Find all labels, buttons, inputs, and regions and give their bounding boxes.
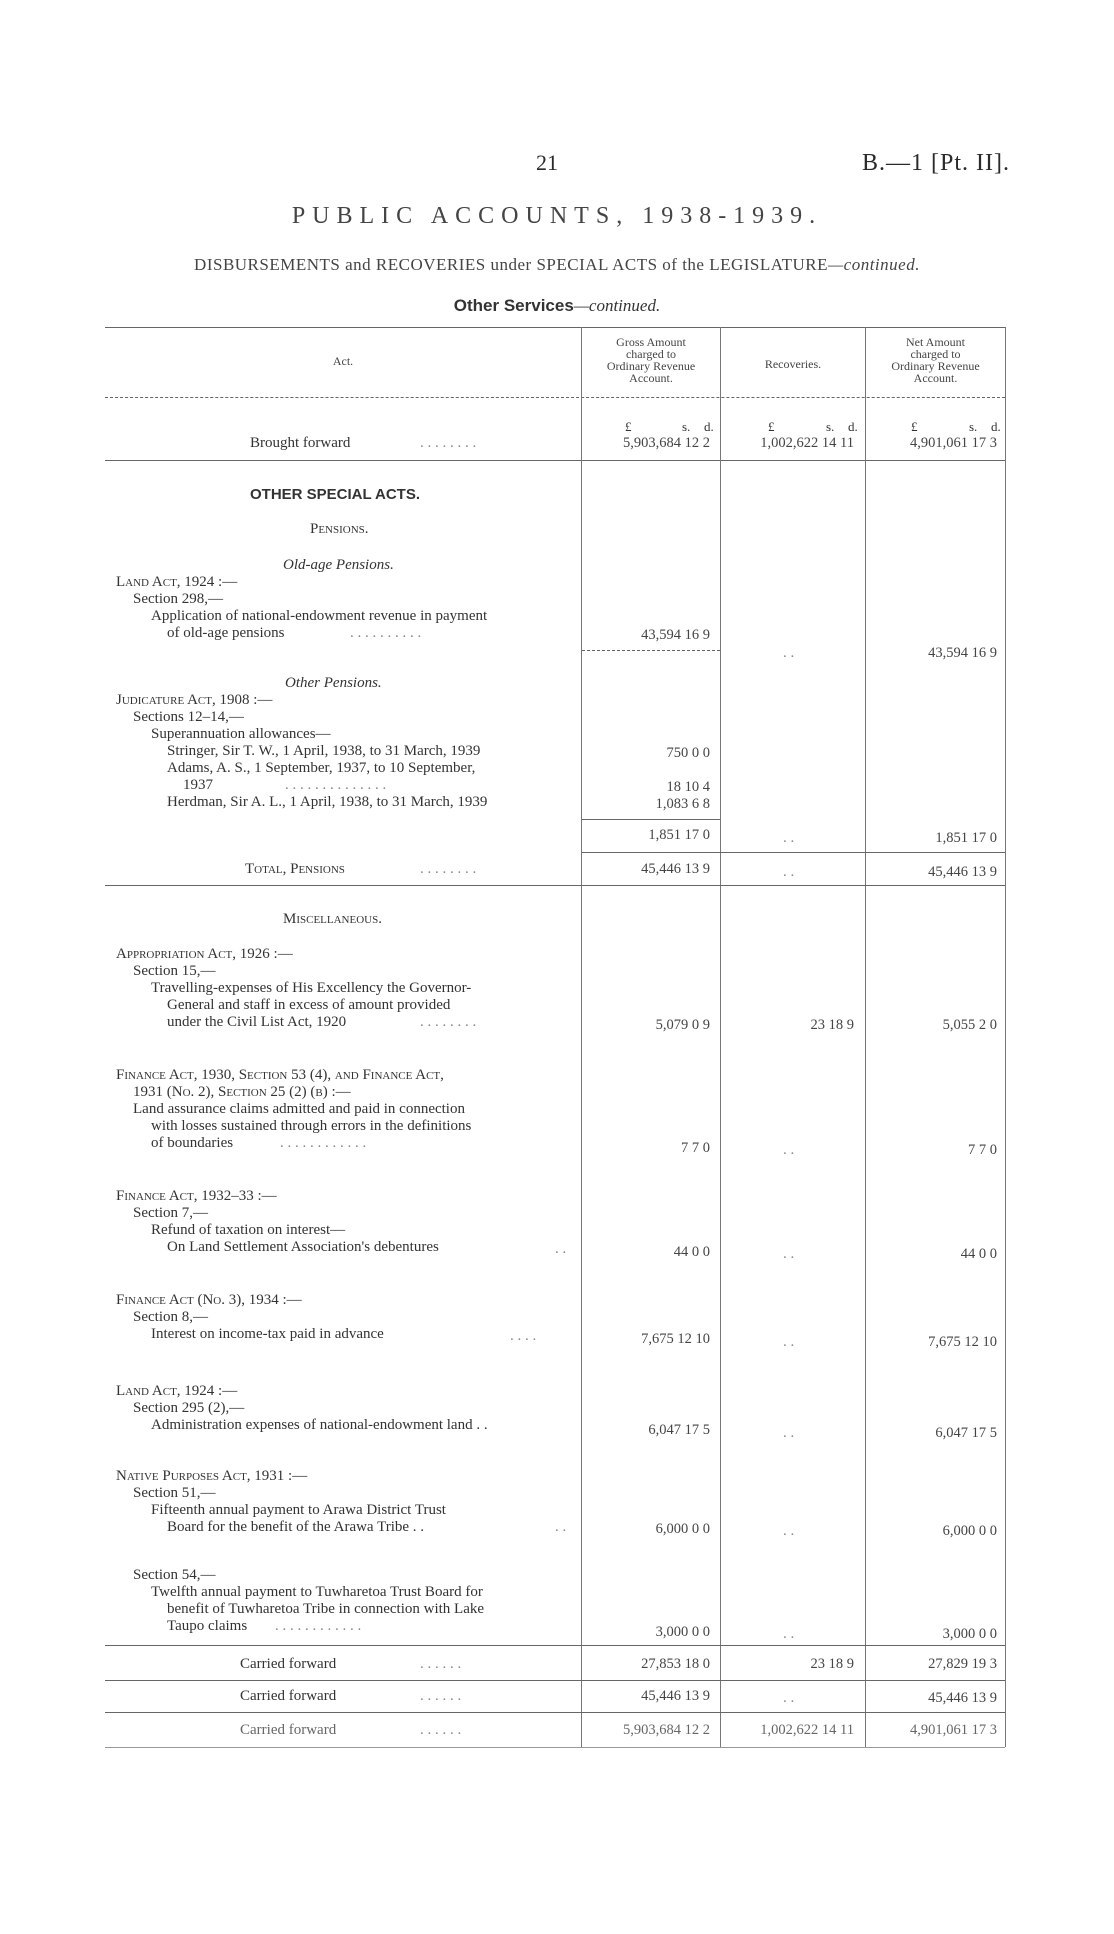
carried-forward-gross: 45,446 13 9 xyxy=(641,1688,710,1704)
leader-dots: . . . . . . . . . . . . xyxy=(275,1618,362,1634)
gross-head-line: charged to xyxy=(625,347,677,361)
desc-line: On Land Settlement Association's debentures xyxy=(167,1239,439,1255)
act-appropriation-1926: Appropriation Act, 1926 :— xyxy=(116,946,293,962)
native54-gross: 3,000 0 0 xyxy=(655,1624,710,1640)
leader-dots: . . . . . . xyxy=(420,1722,462,1738)
act-finance-1930: Finance Act, 1930, Section 53 (4), and Finance Act, xyxy=(116,1067,444,1083)
carried-forward-gross: 5,903,684 12 2 xyxy=(623,1722,710,1738)
appropriation-gross: 5,079 0 9 xyxy=(655,1017,710,1033)
finance1934-gross: 7,675 12 10 xyxy=(641,1331,710,1347)
unit-pound: £ xyxy=(911,419,918,434)
appropriation-net: 5,055 2 0 xyxy=(942,1017,997,1033)
unit-pound: £ xyxy=(625,419,632,434)
total-pensions-net: 45,446 13 9 xyxy=(928,864,997,880)
other-pensions-subtotal-net: 1,851 17 0 xyxy=(935,830,997,846)
gross-head-line: Ordinary Revenue xyxy=(606,359,696,373)
brought-forward-net: 4,901,061 17 3 xyxy=(910,435,997,451)
page-title: PUBLIC ACCOUNTS, 1938-1939. xyxy=(291,203,823,229)
pension-item-adams-year: 1937 xyxy=(183,777,213,793)
finance1930-gross: 7 7 0 xyxy=(681,1140,710,1156)
other-pensions-subtotal-gross: 1,851 17 0 xyxy=(648,827,710,843)
finance1930-recoveries: . . xyxy=(783,1142,795,1158)
section-8: Section 8,— xyxy=(133,1309,208,1325)
old-age-net: 43,594 16 9 xyxy=(928,645,997,661)
desc-line: Land assurance claims admitted and paid in connection xyxy=(133,1101,465,1117)
act-land-1924: Land Act, 1924 :— xyxy=(116,574,238,590)
desc-line: Application of national-endowment revenue in payment xyxy=(151,608,488,624)
carried-forward-net: 4,901,061 17 3 xyxy=(910,1722,997,1738)
desc-line: Twelfth annual payment to Tuwharetoa Trust Board for xyxy=(151,1584,483,1600)
carried-forward-label: Carried forward xyxy=(240,1688,337,1704)
total-pensions-recoveries: . . xyxy=(783,864,795,880)
native51-gross: 6,000 0 0 xyxy=(655,1521,710,1537)
land1924-net: 6,047 17 5 xyxy=(935,1425,997,1441)
unit-pence: d. xyxy=(704,419,714,434)
carried-forward-label: Carried forward xyxy=(240,1656,337,1672)
section-rule xyxy=(105,885,1005,886)
desc-line: Travelling-expenses of His Excellency the Governor- xyxy=(151,980,472,996)
act-judicature-1908: Judicature Act, 1908 :— xyxy=(116,692,273,708)
unit-shillings: s. xyxy=(969,419,978,434)
desc-line: of old-age pensions xyxy=(167,625,285,641)
net-head-line: Ordinary Revenue xyxy=(891,359,980,373)
act-native-purposes-1931: Native Purposes Act, 1931 :— xyxy=(116,1468,308,1484)
act-land-1924-misc: Land Act, 1924 :— xyxy=(116,1383,238,1399)
desc-line: General and staff in excess of amount provided xyxy=(167,997,451,1013)
leader-dots: . . . . xyxy=(510,1328,537,1344)
desc-line: with losses sustained through errors in the definitions xyxy=(151,1118,472,1134)
act-finance-1931: 1931 (No. 2), Section 25 (2) (b) :— xyxy=(133,1084,351,1100)
desc-line: Board for the benefit of the Arawa Tribe . . xyxy=(167,1519,425,1535)
total-pensions-label: Total, Pensions xyxy=(245,861,345,877)
unit-shillings: s. xyxy=(682,419,691,434)
col-head-recoveries: Recoveries. xyxy=(764,357,822,371)
act-finance-1934: Finance Act (No. 3), 1934 :— xyxy=(116,1292,302,1308)
subtotal-rule xyxy=(582,650,720,651)
section-continued: —continued. xyxy=(573,296,661,315)
col-head-act: Act. xyxy=(332,354,354,368)
act-finance-1932: Finance Act, 1932–33 :— xyxy=(116,1188,277,1204)
finance1932-net: 44 0 0 xyxy=(960,1246,997,1262)
carried-forward-recoveries: 23 18 9 xyxy=(810,1656,854,1672)
section-main: Other Services xyxy=(453,296,574,315)
column-divider-3 xyxy=(865,327,866,1747)
unit-pence: d. xyxy=(848,419,858,434)
leader-dots: . . . . . . . . xyxy=(420,861,477,877)
native54-recoveries: . . xyxy=(783,1626,795,1642)
heading-miscellaneous: Miscellaneous. xyxy=(283,911,382,927)
carried-forward-net: 45,446 13 9 xyxy=(928,1690,997,1706)
document-reference: B.—1 [Pt. II]. xyxy=(862,150,1010,176)
finance1934-net: 7,675 12 10 xyxy=(928,1334,997,1350)
table-top-rule xyxy=(105,327,1005,328)
desc-line: under the Civil List Act, 1920 xyxy=(167,1014,347,1030)
pension-item-adams: Adams, A. S., 1 September, 1937, to 10 September, xyxy=(167,760,476,776)
header-rule xyxy=(105,397,1005,398)
old-age-gross: 43,594 16 9 xyxy=(641,627,710,643)
subheading-other-pensions: Other Pensions. xyxy=(285,675,382,691)
desc-line: Fifteenth annual payment to Arawa District Trust xyxy=(151,1502,446,1518)
pension-item-stringer: Stringer, Sir T. W., 1 April, 1938, to 31 March, 1939 xyxy=(167,743,481,759)
subtotal-rule xyxy=(582,819,720,820)
desc-line: Superannuation allowances— xyxy=(151,726,331,742)
carried-forward-gross: 27,853 18 0 xyxy=(641,1656,710,1672)
carried-forward-net: 27,829 19 3 xyxy=(928,1656,997,1672)
carried-rule xyxy=(105,1712,1005,1713)
leader-dots: . . xyxy=(555,1241,567,1257)
net-head-line: charged to xyxy=(910,347,961,361)
land1924-recoveries: . . xyxy=(783,1425,795,1441)
desc-line: Interest on income-tax paid in advance xyxy=(151,1326,384,1342)
brought-forward-label: Brought forward xyxy=(250,435,351,451)
brought-forward-gross: 5,903,684 12 2 xyxy=(623,435,710,451)
desc-line: Taupo claims xyxy=(167,1618,248,1634)
total-pensions-gross: 45,446 13 9 xyxy=(641,861,710,877)
leader-dots: . . . . . . xyxy=(420,1688,462,1704)
subheading-old-age: Old-age Pensions. xyxy=(283,557,394,573)
adams-gross: 18 10 4 xyxy=(666,779,710,795)
unit-shillings: s. xyxy=(826,419,835,434)
brought-forward-recoveries: 1,002,622 14 11 xyxy=(760,435,854,451)
leader-dots: . . . . . . . . . . xyxy=(350,625,422,641)
desc-line: benefit of Tuwharetoa Tribe in connection with Lake xyxy=(167,1601,485,1617)
heading-other-special-acts: OTHER SPECIAL ACTS. xyxy=(250,486,421,503)
native54-net: 3,000 0 0 xyxy=(942,1626,997,1642)
herdman-gross: 1,083 6 8 xyxy=(655,796,710,812)
heading-pensions: Pensions. xyxy=(310,521,369,537)
subtotal-rule xyxy=(582,852,1005,853)
section-295: Section 295 (2),— xyxy=(133,1400,245,1416)
finance1932-recoveries: . . xyxy=(783,1246,795,1262)
leader-dots: . . . . . . . . . . . . xyxy=(280,1135,367,1151)
page-number: 21 xyxy=(536,150,558,175)
desc-line: Refund of taxation on interest— xyxy=(151,1222,346,1238)
carried-forward-recoveries: 1,002,622 14 11 xyxy=(760,1722,854,1738)
section-7: Section 7,— xyxy=(133,1205,208,1221)
leader-dots: . . . . . . xyxy=(420,1656,462,1672)
carried-rule xyxy=(105,1680,1005,1681)
old-age-recoveries: . . xyxy=(783,645,795,661)
column-divider-2 xyxy=(720,327,721,1747)
gross-head-line: Account. xyxy=(629,371,673,385)
carried-forward-label: Carried forward xyxy=(240,1722,337,1738)
carried-rule xyxy=(105,1645,1005,1646)
column-divider-4 xyxy=(1005,327,1006,1747)
section-51: Section 51,— xyxy=(133,1485,216,1501)
section-15: Section 15,— xyxy=(133,963,216,979)
land1924-gross: 6,047 17 5 xyxy=(648,1422,710,1438)
desc-line: Administration expenses of national-endowment land . . xyxy=(151,1417,488,1433)
page-subtitle xyxy=(0,255,1114,275)
brought-forward-rule xyxy=(105,460,1005,461)
section-298: Section 298,— xyxy=(133,591,223,607)
appropriation-recoveries: 23 18 9 xyxy=(810,1017,854,1033)
net-head-line: Net Amount xyxy=(906,335,965,349)
leader-dots: . . xyxy=(555,1519,567,1535)
stringer-gross: 750 0 0 xyxy=(666,745,710,761)
native51-recoveries: . . xyxy=(783,1523,795,1539)
section-title xyxy=(0,296,1114,316)
other-pensions-subtotal-recoveries: . . xyxy=(783,830,795,846)
pension-item-herdman: Herdman, Sir A. L., 1 April, 1938, to 31 March, 1939 xyxy=(167,794,488,810)
finance1930-net: 7 7 0 xyxy=(968,1142,997,1158)
unit-pound: £ xyxy=(768,419,775,434)
column-divider-1 xyxy=(581,327,582,1747)
sections-12-14: Sections 12–14,— xyxy=(133,709,244,725)
finance1932-gross: 44 0 0 xyxy=(673,1244,710,1260)
subtitle-continued: —continued. xyxy=(828,255,920,274)
subtitle-main: DISBURSEMENTS and RECOVERIES under SPECIAL ACTS of the LEGISLATURE xyxy=(194,255,829,274)
gross-head-line: Gross Amount xyxy=(616,335,686,349)
col-head-gross xyxy=(582,336,720,384)
native51-net: 6,000 0 0 xyxy=(942,1523,997,1539)
table-bottom-rule xyxy=(105,1747,1005,1748)
carried-forward-recoveries: . . xyxy=(783,1690,795,1706)
section-54: Section 54,— xyxy=(133,1567,216,1583)
unit-pence: d. xyxy=(991,419,1001,434)
col-head-net xyxy=(866,336,1005,384)
net-head-line: Account. xyxy=(913,371,958,385)
leader-dots: . . . . . . . . . . . . . . xyxy=(285,777,387,793)
finance1934-recoveries: . . xyxy=(783,1334,795,1350)
leader-dots: . . . . . . . . xyxy=(420,1014,477,1030)
leader-dots: . . . . . . . . xyxy=(420,435,477,451)
desc-line: of boundaries xyxy=(151,1135,234,1151)
